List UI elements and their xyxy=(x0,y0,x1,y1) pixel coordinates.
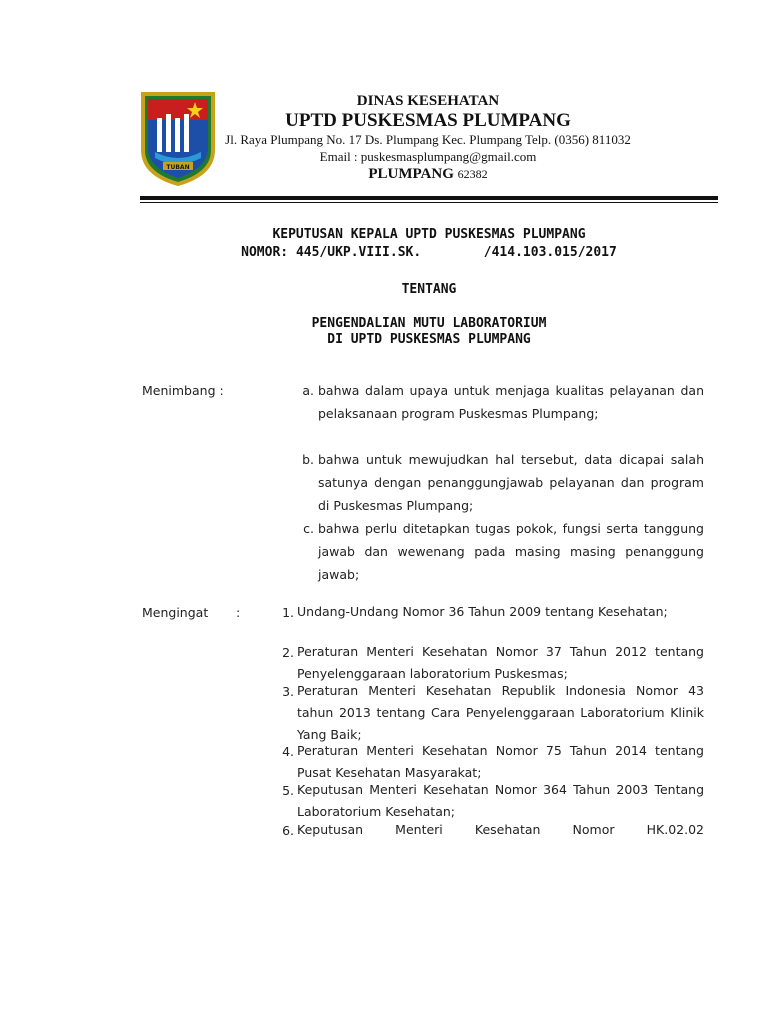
list-text: Peraturan Menteri Kesehatan Republik Indonesia Nomor 43 tahun 2013 tentang Cara Penyelenggaraan Laboratorium Klinik Yang Baik; xyxy=(297,683,704,742)
list-text: Peraturan Menteri Kesehatan Nomor 37 Tahun 2012 tentang Penyelenggaraan laboratorium Puskesmas; xyxy=(297,644,704,681)
list-text: Undang-Undang Nomor 36 Tahun 2009 tentang Kesehatan; xyxy=(297,604,668,619)
menimbang-label: Menimbang : xyxy=(142,383,224,398)
emblem-label: TUBAN xyxy=(166,164,190,171)
decree-number: NOMOR: 445/UKP.VIII.SK. /414.103.015/2017 xyxy=(241,245,617,260)
list-marker: 2. xyxy=(282,645,294,660)
decree-title: KEPUTUSAN KEPALA UPTD PUSKESMAS PLUMPANG xyxy=(272,227,586,242)
mengingat-colon: : xyxy=(236,605,241,620)
institution-name: UPTD PUSKESMAS PLUMPANG xyxy=(285,110,571,131)
subject-line-1: PENGENDALIAN MUTU LABORATORIUM xyxy=(311,316,547,331)
list-marker: b. xyxy=(302,452,314,467)
email: Email : puskesmasplumpang@gmail.com xyxy=(319,149,537,164)
list-text: bahwa untuk mewujudkan hal tersebut, data dicapai salah satunya dengan penanggungjawab pelayanan dan program di Puskesmas Plumpang; xyxy=(318,452,704,513)
letterhead-divider-thick xyxy=(140,196,718,200)
list-text: bahwa dalam upaya untuk menjaga kualitas pelayanan dan pelaksanaan program Puskesmas Plumpang; xyxy=(318,383,704,421)
city-line xyxy=(218,165,638,183)
subject-line-2: DI UPTD PUSKESMAS PLUMPANG xyxy=(327,332,531,347)
city-name: PLUMPANG xyxy=(368,166,454,182)
list-text: Keputusan Menteri Kesehatan Nomor 364 Tahun 2003 Tentang Laboratorium Kesehatan; xyxy=(297,782,704,819)
list-marker: 6. xyxy=(282,823,294,838)
list-marker: 4. xyxy=(282,744,294,759)
list-text: Keputusan Menteri Kesehatan Nomor HK.02.02 xyxy=(297,822,704,837)
agency-name: DINAS KESEHATAN xyxy=(356,93,500,109)
tentang-heading: TENTANG xyxy=(401,282,457,297)
letterhead-divider-thin xyxy=(140,202,718,203)
tuban-regency-emblem xyxy=(139,90,217,186)
list-marker: 1. xyxy=(282,605,294,620)
list-text: bahwa perlu ditetapkan tugas pokok, fungsi serta tanggung jawab dan wewenang pada masing masing penanggung jawab; xyxy=(318,521,704,582)
postal-code: 62382 xyxy=(457,167,488,181)
list-marker: 3. xyxy=(282,684,294,699)
list-marker: c. xyxy=(303,521,314,536)
list-marker: 5. xyxy=(282,783,294,798)
address: Jl. Raya Plumpang No. 17 Ds. Plumpang Kec. Plumpang Telp. (0356) 811032 xyxy=(225,132,631,147)
letterhead xyxy=(218,92,638,183)
list-marker: a. xyxy=(302,383,314,398)
mengingat-label: Mengingat xyxy=(142,605,209,620)
list-text: Peraturan Menteri Kesehatan Nomor 75 Tahun 2014 tentang Pusat Kesehatan Masyarakat; xyxy=(297,743,704,780)
